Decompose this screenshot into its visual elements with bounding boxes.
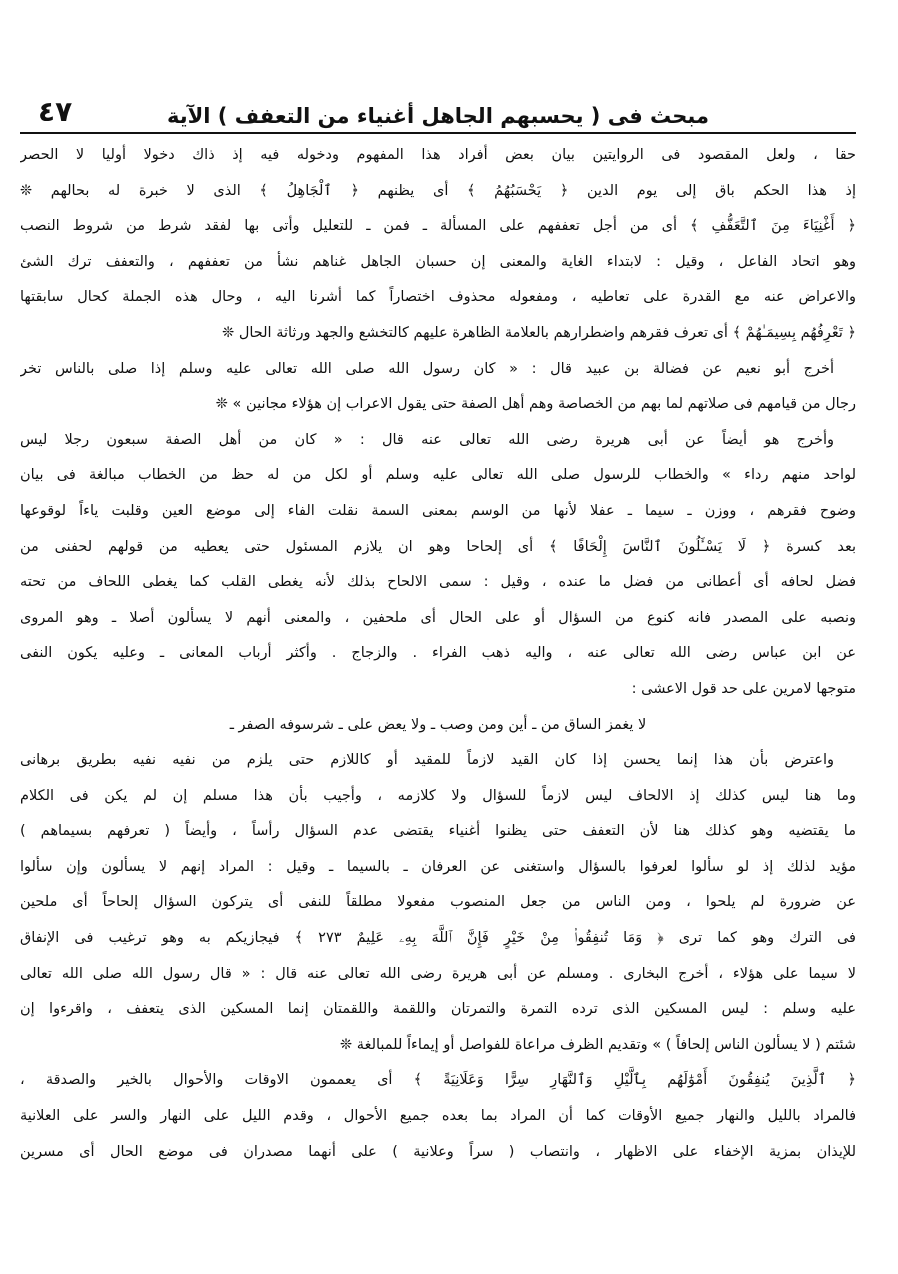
text-line: وأخرج هو أيضاً عن أبى هريرة رضى الله تعالى عنه قال : « كان من أهل الصفة سبعون رجلا ليس: [20, 431, 834, 448]
running-title: مبحث فى ( يحسبهم الجاهل أغنياء من التعفف ) الآية: [167, 104, 709, 128]
text-line: مؤيد لذلك إذ لو سألوا لعرفوا بالسؤال واستغنى عن العرفان ـ بالسيما ـ وقيل : المراد إنهم لا يسألون وإن سألوا: [20, 858, 856, 875]
text-line: إذ هذا الحكم باق إلى يوم الدين ﴿ يَحْسَبُهُمُ ﴾ أى يظنهم ﴿ ٱلْجَاهِلُ ﴾ الذى لا خبرة له بحالهم ❊: [20, 182, 856, 199]
text-line: متوجها لامرين على حد قول الاعشى :: [631, 680, 856, 697]
text-line: رجال من قيامهم فى صلاتهم لما بهم من الخصاصة وهم أهل الصفة حتى يقول الاعراب إن هؤلاء مجانين » ❊: [215, 396, 856, 413]
text-line: لواحد منهم رداء » والخطاب للرسول صلى الله تعالى عليه وسلم أو لكل من له حظ من الخطاب مبالغة فى بيان: [20, 467, 856, 484]
text-line: عليه وسلم : ليس المسكين الذى ترده التمرة والتمرتان واللقمة واللقمتان إنما المسكين الذى يتعفف ، واقرءوا إن: [20, 1001, 856, 1018]
text-line: وهو اتحاد الفاعل ، وقيل : لابتداء الغاية والمعنى إن حسبان الجاهل غناهم نشأ من تعففهم ، والتعفف ترك الشئ: [20, 253, 856, 270]
text-line: ونصبه على المصدر فانه كنوع من السؤال أو على الحال أى ملحفين ، والمعنى أنهم لا يسألون أصلا ـ وهو المروى: [20, 609, 856, 626]
page-number: ٤٧: [38, 95, 73, 128]
book-page: [20, 86, 856, 1266]
text-line: واعترض بأن هذا إنما يحسن إذا كان القيد لازماً للمقيد أو كاللازم حتى يلزم من نفيه نفيه بطريق برهانى: [20, 752, 834, 769]
text-line: ﴿ تَعْرِفُهُم بِسِيمَـٰهُمْ ﴾ أى تعرف فقرهم واضطرارهم بالعلامة الظاهرة عليهم كالتخشع والجهد ورثاثة الحال ❊: [222, 324, 856, 341]
text-line: حقا ، ولعل المقصود فى الروايتين بيان بعض أفراد هذا المفهوم ودخوله فيه إذ ذاك دخولا أوليا لا الحصر: [20, 147, 856, 163]
text-line: فالمراد بالليل والنهار جميع الأوقات كما أن المراد بما بعده جميع الأحوال ، وقدم الليل على النهار والسر على العلانية: [20, 1108, 856, 1125]
page-header: [20, 86, 856, 134]
text-line: شئتم ( لا يسألون الناس إلحافاً ) » وتقديم الظرف مراعاة للفواصل أو إيماءاً للمبالغة ❊: [340, 1036, 856, 1053]
text-line: ما يقتضيه وهو كذلك هنا لأن التعفف حتى يظنوا أغنياء يقتضى عدم السؤال رأساً ، وأيضاً ( تعرفهم بسيماهم ): [20, 823, 856, 840]
text-line: ﴿ ٱلَّذِينَ يُنفِقُونَ أَمْوَٰلَهُم بِٱلَّيْلِ وَٱلنَّهَارِ سِرًّا وَعَلَانِيَةً ﴾ أى يعممون الاوقات والأحوال بالخير والصدقة ،: [20, 1072, 856, 1089]
text-line: والاعراض عنه مع القدرة على تعاطيه ، ومفعوله محذوف اختصاراً كما أشرنا اليه ، وحال هذه الجملة كحال سابقتها: [20, 289, 856, 306]
text-line: فى الترك وهو كما ترى ﴿ وَمَا تُنفِقُوا۟ مِنْ خَيْرٍ فَإِنَّ ٱللَّهَ بِهِۦ عَلِيمٌ ٢٧٣ ﴾ فيجازيكم به وهو ترغيب فى الإنفاق: [20, 930, 856, 947]
text-line: عن ابن عباس رضى الله تعالى عنه ، واليه ذهب الفراء . والزجاج . وأكثر أرباب المعانى ـ وعليه يكون النفى: [20, 645, 856, 662]
text-line: بعد كسرة ﴿ لَا يَسْـَٔلُونَ ٱلنَّاسَ إِلْحَافًا ﴾ أى إلحاحا وهو ان يلازم المسئول حتى يعطيه من قولهم لحفنى من: [20, 538, 856, 555]
poetry-verse: لا يغمز الساق من ـ أين ومن وصب ـ ولا يعض على ـ شرسوفه الصفر ـ: [229, 716, 647, 733]
text-line: ﴿ أَغْنِيَاءَ مِنَ ٱلتَّعَفُّفِ ﴾ أى من أجل تعففهم على المسألة ـ فمن ـ للتعليل وأتى بها لفقد شرط من شروط النصب: [20, 218, 856, 235]
text-line: عن ضرورة لم يلحوا ، ومن الناس من جعل المنصوب مفعولا مطلقاً للنفى أى يتركون السؤال إلحاحاً أى ملحين: [20, 894, 856, 911]
text-line: أخرج أبو نعيم عن فضالة بن عبيد قال : « كان رسول الله صلى الله تعالى عليه وسلم إذا صلى بالناس تخر: [20, 360, 834, 377]
text-line: فضل لحافه أى أعطانى من فضل ما عنده ، وقيل : سمى الالحاح بذلك لأنه يغطى القلب كما يغطى اللحاف من تحته: [20, 574, 856, 591]
text-line: للإيذان بمزية الإخفاء على الاظهار ، وانتصاب ( سراً وعلانية ) على أنهما مصدران فى موضع الحال أى مسرين: [20, 1143, 856, 1160]
main-text: [20, 138, 856, 1170]
text-line: وضوح فقرهم ، ووزن ـ سيما ـ عفلا لأنها من الوسم بمعنى السمة نقلت الفاء إلى موضع العين وقلبت ياءاً لوقوعها: [20, 502, 856, 519]
text-line: لا سيما على هؤلاء ، أخرج البخارى . ومسلم عن أبى هريرة رضى الله تعالى عنه قال : « قال رسول الله صلى الله تعالى: [20, 965, 856, 982]
text-line: وما هنا ليس كذلك إذ الالحاف ليس لازماً للسؤال ولا كلازمه ، وأجيب بأن هذا مسلم إن لم يكن فى الكلام: [20, 787, 856, 804]
